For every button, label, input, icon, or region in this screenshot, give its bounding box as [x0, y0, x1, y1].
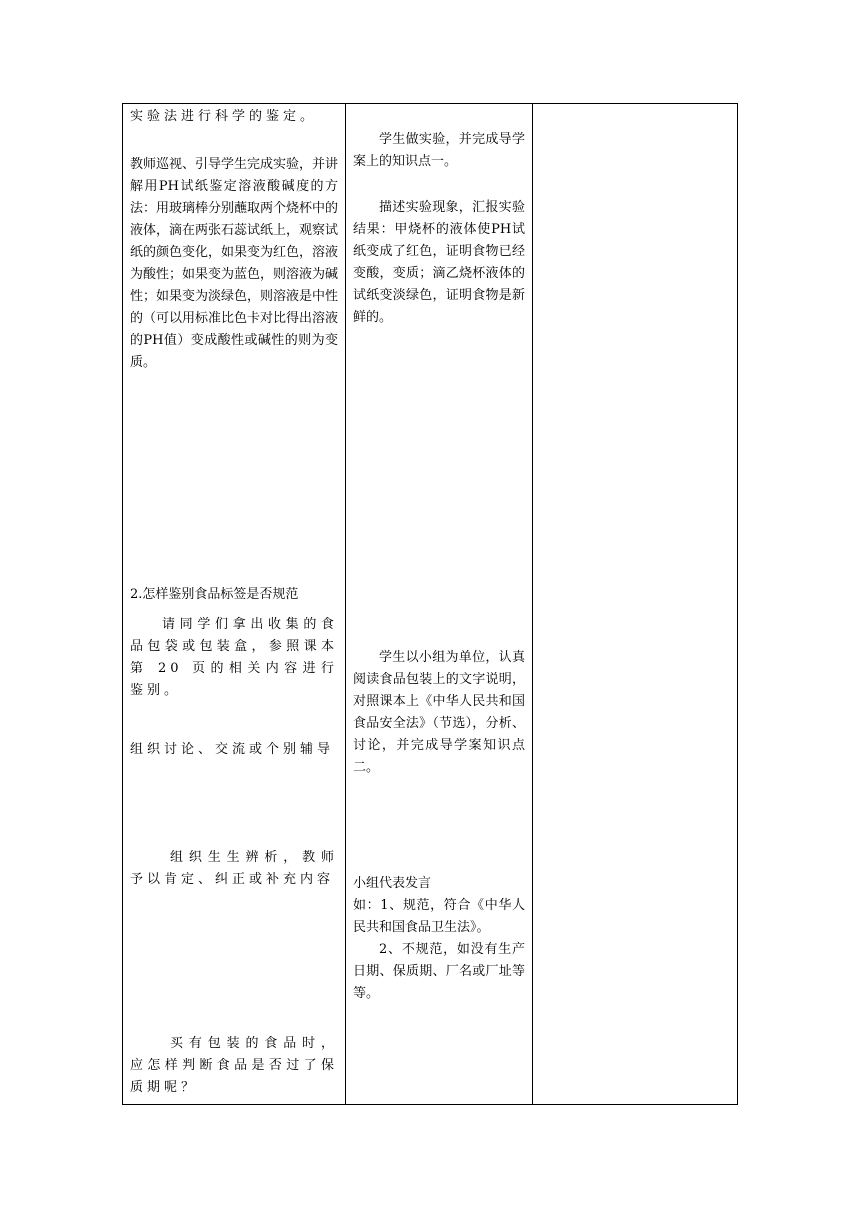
teacher-evaluate-text: 组织生生辨析，教师予以肯定、纠正或补充内容	[130, 850, 338, 887]
teacher-activity-column	[123, 104, 345, 1104]
teacher-task-text: 请同学们拿出收集的食品包袋或包装盒，参照课本第 20 页的相关内容进行鉴别。	[130, 617, 338, 698]
teacher-guidance-text: 教师巡视、引导学生完成实验，并讲解用PH试纸鉴定溶液酸碱度的方法：用玻璃棒分别蘸取两个烧杯中的液体，滴在两张石蕊试纸上，观察试纸的颜色变化，如果变为红色，溶液为酸性；如果变为蓝色，则溶液为碱性；如果变为淡绿色，则溶液是中性的（可以用标准比色卡对比得出溶液的PH值）变成酸性或碱性的则为变质。	[130, 157, 339, 370]
lesson-plan-table	[122, 103, 738, 1105]
section-title: 2.怎样鉴别食品标签是否规范	[130, 587, 299, 602]
student-group-reading-text: 学生以小组为单位，认真阅读食品包装上的文字说明，对照课本上《中华人民共和国食品安全法》（节选），分析、讨论，并完成导学案知识点二。	[353, 650, 525, 775]
teacher-organize-text: 组织讨论、交流或个别辅导	[130, 742, 335, 757]
student-activity-column	[346, 104, 532, 1104]
teacher-question-text: 买有包装的食品时，应怎样判断食品是否过了保质期呢？	[130, 1036, 338, 1095]
student-example-2: 2、不规范，如没有生产日期、保质期、厂名或厂址等等。	[353, 942, 525, 1001]
student-report-text: 描述实验现象，汇报实验结果：甲烧杯的液体使PH试纸变成了红色，证明食物已经变酸，变质；滴乙烧杯液体的试纸变淡绿色，证明食物是新鲜的。	[353, 200, 525, 325]
notes-column	[533, 104, 737, 1104]
speaker-title: 小组代表发言	[353, 876, 432, 891]
student-experiment-text: 学生做实验，并完成导学案上的知识点一。	[353, 132, 525, 169]
student-example-1: 如：1、规范，符合《中华人民共和国食品卫生法》。	[353, 898, 525, 935]
teacher-intro-text: 实验法进行科学的鉴定。	[130, 109, 318, 124]
